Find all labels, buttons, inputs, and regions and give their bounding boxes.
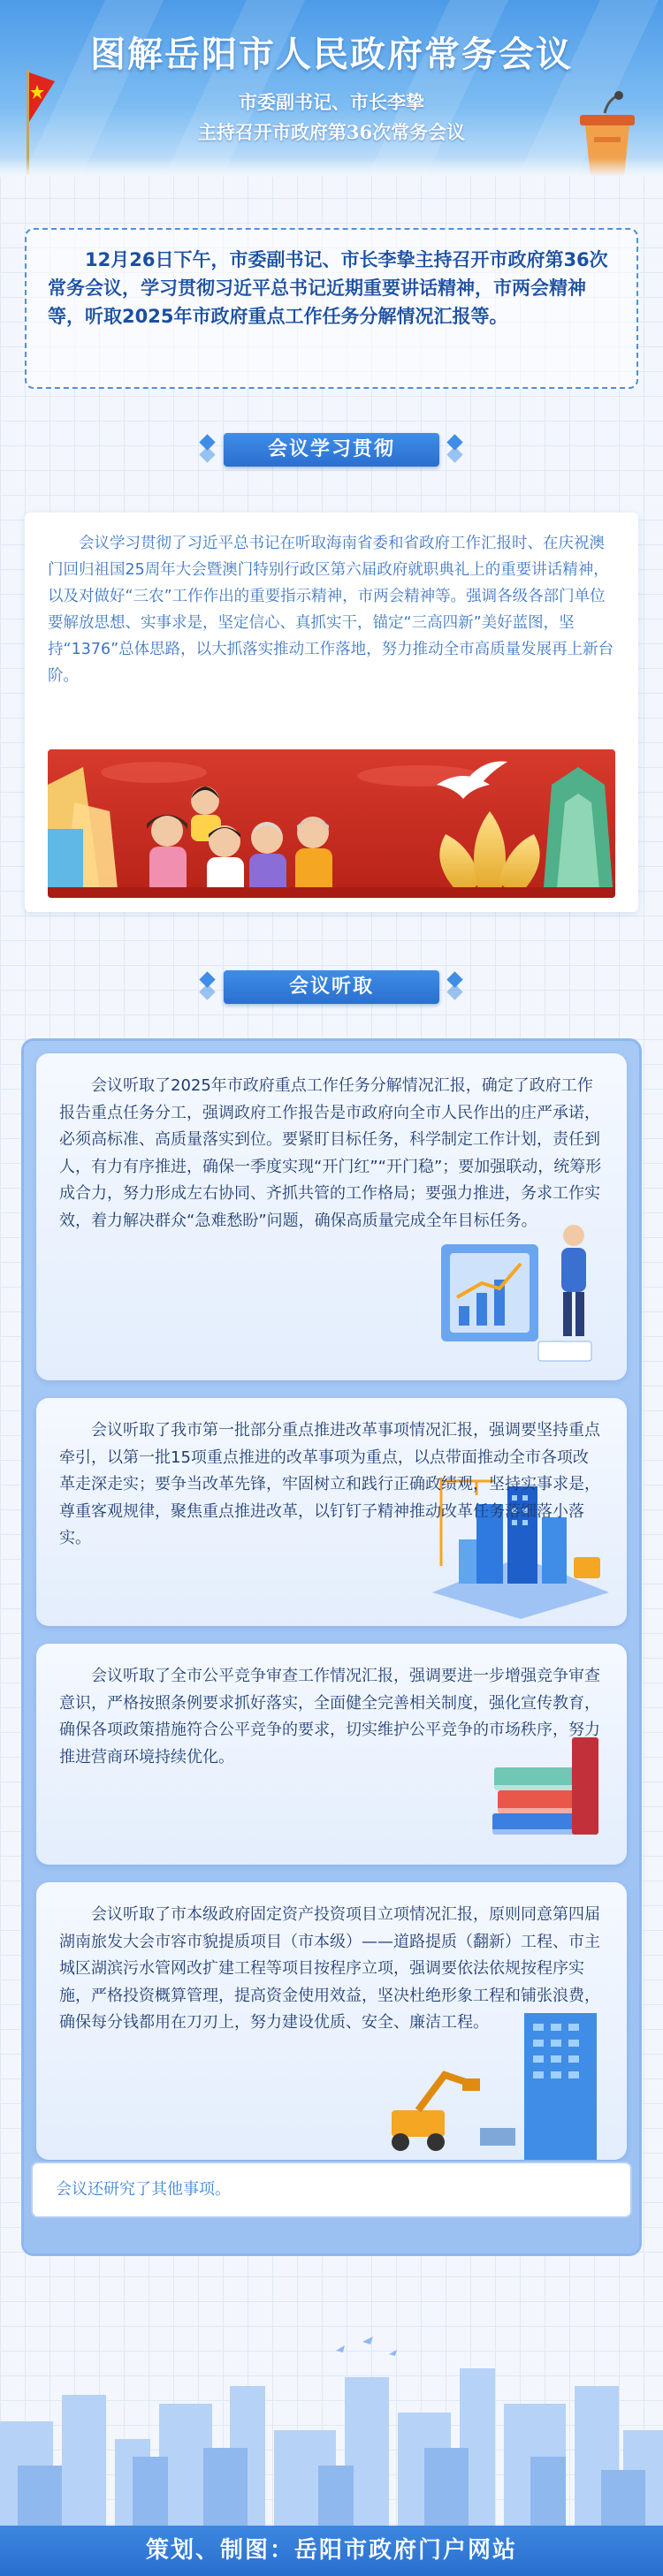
section-title-study — [199, 428, 464, 472]
study-text: 会议学习贯彻了习近平总书记在听取海南省委和省政府工作汇报时、在庆祝澳门回归祖国25周年大会暨澳门特别行政区第六届政府就职典礼上的重要讲话精神，以及对做好“三农”工作作出的重要指示精神，市两会精神等。强调各级各部门单位要解放思想、实事求是，坚定信心、真抓实干，锚定“三高四新”美好蓝图，坚持“1376”总体思路，以大抓落实推动工作落地，努力推动全市高质量发展再上新台阶。 — [48, 535, 614, 685]
podium-icon — [568, 88, 647, 177]
page-subtitle-line1: 市委副书记、市长李挚 — [239, 91, 424, 113]
section-title-listen-label: 会议听取 — [288, 976, 374, 998]
listen-item-card — [36, 1398, 627, 1626]
footer-skyline-illustration — [0, 2315, 663, 2527]
section-deco-icon — [199, 974, 217, 1000]
section-title-study-label: 会议学习贯彻 — [267, 438, 395, 460]
listen-item-text: 会议听取了2025年市政府重点工作任务分解情况汇报，确定了政府工作报告重点任务分工，强调政府工作报告是市政府向全市人民作出的庄严承诺，必须高标准、高质量落实到位。要紧盯目标任务，科学制定工作计划，责任到人，有力有序推进，确保一季度实现“开门红”“开门稳”；要加强联动，统筹形成合力，努力形成左右协同、齐抓共管的工作格局；要强力推进，务求工作实效，着力解决群众“急难愁盼”问题，确保高质量完成全年目标任务。 — [59, 1076, 602, 1230]
listen-item-card — [36, 1053, 627, 1380]
other-matters-box: 会议还研究了其他事项。 — [31, 2162, 632, 2218]
listen-item-text: 会议听取了全市公平竞争审查工作情况汇报，强调要进一步增强竞争审查意识，严格按照条例要求抓好落实，全面健全完善相关制度，强化宣传教育，确保各项政策措施符合公平竞争的要求，切实维护公平竞争的市场秩序，努力推进营商环境持续优化。 — [59, 1667, 600, 1767]
listen-item-card — [36, 1882, 627, 2160]
section-deco-icon — [199, 437, 217, 463]
footer-credit: 策划、制图：岳阳市政府门户网站 — [0, 2526, 663, 2576]
study-banner-illustration — [48, 749, 615, 898]
page-header — [0, 0, 663, 177]
intro-box — [25, 228, 638, 389]
section-deco-icon — [446, 974, 464, 1000]
page-title: 图解岳阳市人民政府常务会议 — [90, 34, 573, 75]
listen-item-text: 会议听取了市本级政府固定资产投资项目立项情况汇报，原则同意第四届湖南旅发大会市容市貌提质项目（市本级）——道路提质（翻新）工程、市主城区湖滨污水管网改扩建工程等项目按程序立项，强调要依法依规按程序实施，严格投资概算管理，提高资金使用效益，坚决杜绝形象工程和铺张浪费，确保每分钱都用在刀刃上，努力建设优质、安全、廉洁工程。 — [59, 1905, 600, 2032]
study-card — [25, 513, 638, 912]
listen-item-text: 会议听取了我市第一批部分重点推进改革事项情况汇报，强调要坚持重点牵引，以第一批15项重点推进的改革事项为重点，以点带面推动全市各项改革走深走实；要争当改革先锋，牢固树立和践行正确政绩观，坚持实事求是，尊重客观规律，聚焦重点推进改革，以钉钉子精神推动改革任务落细落小落实。 — [59, 1421, 600, 1547]
listen-item-card — [36, 1644, 627, 1865]
page-subtitle-line2: 主持召开市政府第36次常务会议 — [197, 121, 466, 143]
intro-text: 12月26日下午，市委副书记、市长李挚主持召开市政府第36次常务会议，学习贯彻习近平总书记近期重要讲话精神，市两会精神等，听取2025年市政府重点工作任务分解情况汇报等。 — [48, 249, 608, 327]
flag-icon — [19, 69, 72, 175]
section-deco-icon — [446, 437, 464, 463]
section-title-listen — [199, 965, 464, 1009]
listen-panel — [21, 1038, 642, 2256]
